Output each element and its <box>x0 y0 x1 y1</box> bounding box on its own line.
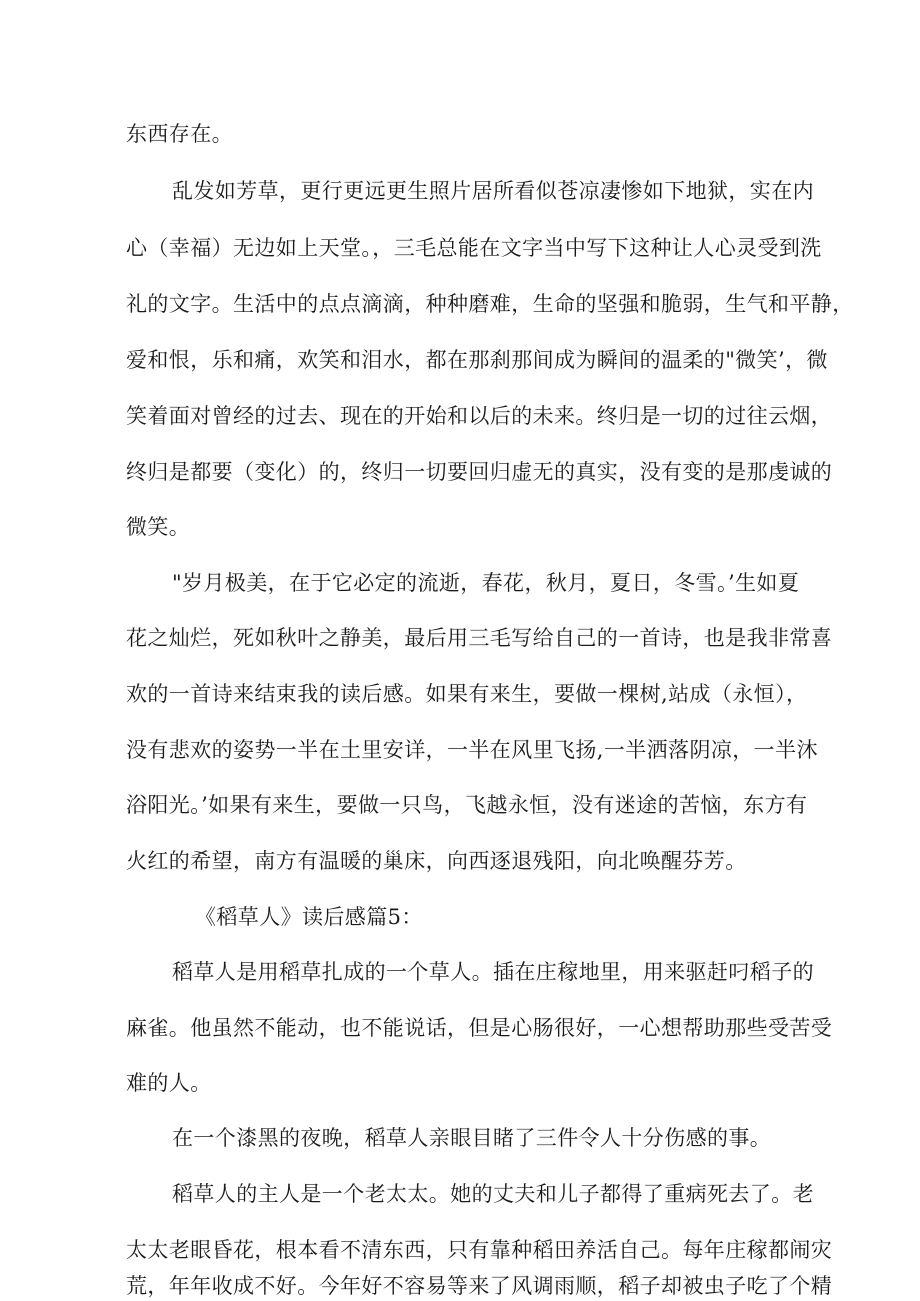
text-line: 东西存在。 <box>126 122 233 146</box>
text-line: "岁月极美，在于它必定的流逝，春花，秋月，夏日，冬雪。’生如夏 <box>172 571 800 595</box>
text-line: 稻草人是用稻草扎成的一个草人。插在庄稼地里，用来驱赶叼稻子的 <box>172 960 814 984</box>
text-line: 爱和恨，乐和痛，欢笑和泪水，都在那刹那间成为瞬间的温柔的"微笑’，微 <box>126 348 828 372</box>
text-line: 没有悲欢的姿势一半在土里安详，一半在风里飞扬,一半洒落阴凉，一半沐 <box>126 738 818 762</box>
text-line: 欢的一首诗来结束我的读后感。如果有来生，要做一棵树,站成（永恒）， <box>126 682 808 706</box>
text-line: 心（幸福）无边如上天堂。，三毛总能在文字当中写下这种让人心灵受到洗 <box>126 236 822 260</box>
text-line: 太太老眼昏花，根本看不清东西，只有靠种稻田养活自己。每年庄稼都闹灾 <box>126 1238 833 1262</box>
text-line: 浴阳光。’如果有来生，要做一只鸟，飞越永恒，没有迷途的苦恼，东方有 <box>126 793 808 817</box>
text-line: 笑着面对曾经的过去、现在的开始和以后的未来。终归是一切的过往云烟， <box>126 404 833 428</box>
text-line: 乱发如芳草，更行更远更生照片居所看似苍凉凄惨如下地狱，实在内 <box>172 179 814 203</box>
text-line: 礼的文字。生活中的点点滴滴，种种磨难，生命的坚强和脆弱，生气和平静， <box>126 292 854 316</box>
text-line: 终归是都要（变化）的，终归一切要回归虚无的真实，没有变的是那虔诚的 <box>126 460 833 484</box>
text-line: 稻草人的主人是一个老太太。她的丈夫和儿子都得了重病死去了。老 <box>172 1182 814 1206</box>
text-line: 荒，年年收成不好。今年好不容易等来了风调雨顺，稻子却被虫子吃了个精 <box>126 1274 833 1298</box>
text-line: 难的人。 <box>126 1071 212 1095</box>
text-line: 在一个漆黑的夜晚，稻草人亲眼目睹了三件令人十分伤感的事。 <box>172 1126 772 1150</box>
section-heading: 《稻草人》读后感篇5： <box>195 905 423 929</box>
text-line: 火红的希望，南方有温暖的巢床，向西逐退残阳，向北唤醒芬芳。 <box>126 849 747 873</box>
text-line: 微笑。 <box>126 515 191 539</box>
text-line: 麻雀。他虽然不能动，也不能说话，但是心肠很好，一心想帮助那些受苦受 <box>126 1016 833 1040</box>
text-line: 花之灿烂，死如秋叶之静美，最后用三毛写给自己的一首诗，也是我非常喜 <box>126 626 833 650</box>
